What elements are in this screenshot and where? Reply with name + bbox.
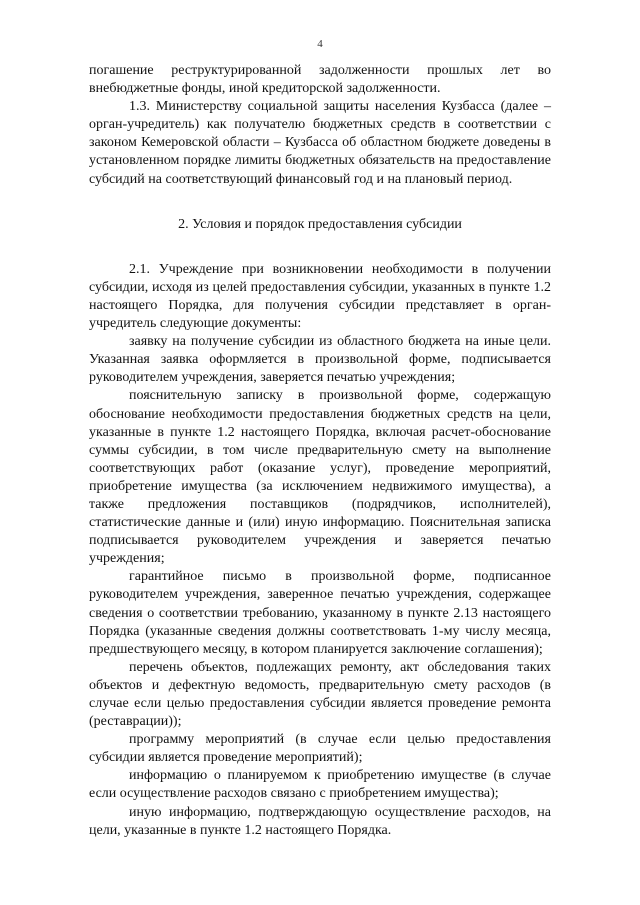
list-item-program: программу мероприятий (в случае если целью предоставления субсидии является проведение мероприятий); bbox=[89, 732, 551, 766]
section-heading: 2. Условия и порядок предоставления субсидии bbox=[178, 216, 462, 232]
list-item-other-info: иную информацию, подтверждающую осуществление расходов, на цели, указанные в пункте 1.2 настоящего Порядка. bbox=[89, 804, 551, 838]
list-item-guarantee-letter: гарантийное письмо в произвольной форме, подписанное руководителем учреждения, заверенное печатью учреждения, содержащее сведения о соответствии требованию, указанному в пункте 2.13 настоящего Порядка (указанные сведения должны соответствовать 1-му числу месяца, предшествующего месяцу, в котором планируется заключение соглашения); bbox=[89, 569, 551, 657]
list-item-property-info: информацию о планируемом к приобретению имуществе (в случае если осуществление расходов связано с приобретением имущества); bbox=[89, 768, 551, 802]
list-item-explanatory-note: пояснительную записку в произвольной форме, содержащую обоснование необходимости предоставления бюджетных средств на цели, указанные в пункте 1.2 настоящего Порядка, включая расчет-обоснование суммы субсидии, в том числе предварительную смету на выполнение соответствующих работ (оказание услуг), проведение мероприятий, приобретение имущества (за исключением недвижимого имущества), а также предложения поставщиков (подрядчиков, исполнителей), статистические данные и (или) иную информацию. Пояснительная записка подписывается руководителем учреждения и заверяется печатью учреждения; bbox=[89, 388, 551, 567]
spacer bbox=[89, 234, 551, 261]
list-item-repair-objects: перечень объектов, подлежащих ремонту, акт обследования таких объектов и дефектную ведомость, предварительную смету расходов (в случае если целью предоставления субсидии является проведение ремонта (реставрации)); bbox=[89, 659, 551, 730]
list-item-application: заявку на получение субсидии из областного бюджета на иные цели. Указанная заявка оформляется в произвольной форме, подписывается руководителем учреждения, заверяется печатью учреждения; bbox=[89, 334, 551, 386]
page-number: 4 bbox=[317, 38, 323, 50]
paragraph-continuation: погашение реструктурированной задолженности прошлых лет во внебюджетные фонды, иной кредиторской задолженности. bbox=[89, 63, 551, 97]
spacer bbox=[89, 189, 551, 216]
paragraph-1-3: 1.3. Министерству социальной защиты населения Кузбасса (далее – орган-учредитель) как получателю бюджетных средств в соответствии с законом Кемеровской области – Кузбасса об областном бюджете доведены в установленном порядке лимиты бюджетных обязательств на предоставление субсидий на соответствующий финансовый год и на плановый период. bbox=[89, 99, 551, 187]
paragraph-2-1: 2.1. Учреждение при возникновении необходимости в получении субсидии, исходя из целей предоставления субсидии, указанных в пункте 1.2 настоящего Порядка, для получения субсидии представляет в орган-учредитель следующие документы: bbox=[89, 261, 551, 332]
document-body bbox=[89, 62, 551, 840]
